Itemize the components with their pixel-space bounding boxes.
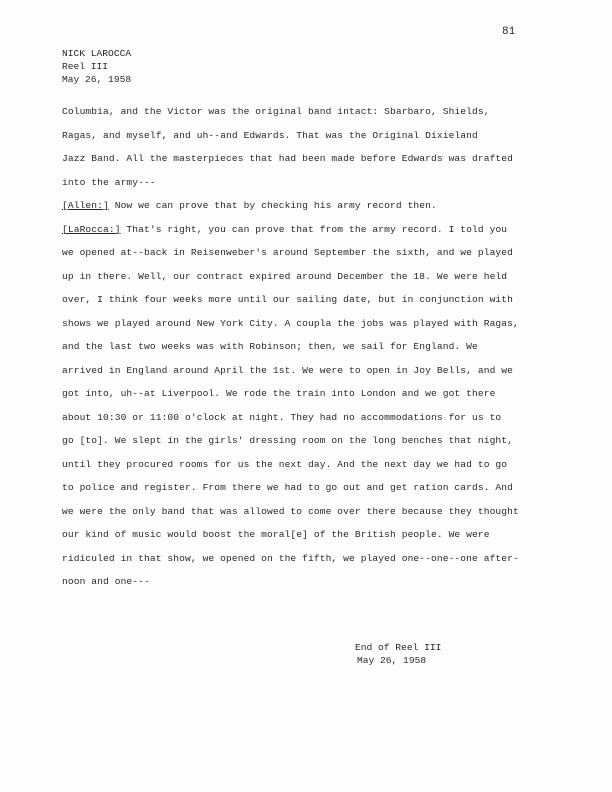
body-line: our kind of music would boost the moral[e] of the British people. We were	[62, 529, 490, 540]
body-line: and the last two weeks was with Robinson; then, we sail for England. We	[62, 341, 478, 352]
body-line: got into, uh--at Liverpool. We rode the train into London and we got there	[62, 388, 496, 399]
reel-label: Reel III	[62, 61, 109, 72]
interview-date: May 26, 1958	[62, 74, 132, 85]
body-line: shows we played around New York City. A coupla the jobs was played with Ragas,	[62, 317, 519, 329]
transcript-footer	[355, 641, 441, 667]
speaker-larocca: [LaRocca:]	[62, 223, 121, 235]
body-line: we opened at--back in Reisenweber's around September the sixth, and we played	[62, 247, 514, 258]
speaker-allen: [Allen:]	[62, 200, 109, 211]
body-line: over, I think four weeks more until our sailing date, but in conjunction with	[62, 294, 514, 305]
transcript-header	[62, 47, 131, 86]
larocca-text: That's right, you can prove that from the army record. I told you	[120, 223, 508, 235]
larocca-line	[62, 218, 562, 242]
transcript-body	[62, 100, 562, 594]
end-of-reel-label: End of Reel III	[355, 642, 442, 653]
allen-line	[62, 194, 562, 218]
body-line: until they procured rooms for us the next day. And the next day we had to go	[62, 458, 508, 470]
body-line: into the army---	[62, 176, 156, 188]
body-line: noon and one---	[62, 576, 150, 587]
body-line: up in there. Well, our contract expired around December the 18. We were held	[62, 270, 508, 282]
body-line: Columbia, and the Victor was the original band intact: Sbarbaro, Shields,	[62, 106, 490, 117]
page-number: 81	[502, 26, 516, 38]
body-line: about 10:30 or 11:00 o'clock at night. They had no accommodations for us to	[62, 411, 502, 423]
body-line: Jazz Band. All the masterpieces that had been made before Edwards was drafted	[62, 153, 514, 164]
interviewee-name: NICK LAROCCA	[62, 48, 132, 59]
body-line: Ragas, and myself, and uh--and Edwards. That was the Original Dixieland	[62, 129, 478, 141]
allen-text: Now we can prove that by checking his army record then.	[108, 200, 437, 211]
body-line: go [to]. We slept in the girls' dressing room on the long benches that night,	[62, 435, 514, 446]
body-line: to police and register. From there we had to go out and get ration cards. And	[62, 482, 514, 493]
body-line: we were the only band that was allowed to come over there because they thought	[62, 505, 519, 517]
body-line: arrived in England around April the 1st. We were to open in Joy Bells, and we	[62, 364, 514, 376]
footer-date: May 26, 1958	[357, 655, 427, 666]
body-line: ridiculed in that show, we opened on the fifth, we played one--one--one after-	[62, 552, 519, 564]
